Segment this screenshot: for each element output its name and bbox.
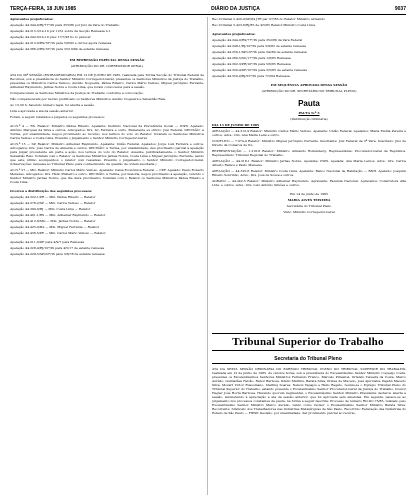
- pauta-item-1: CONFLITO — 7.074-4 Relator: Ministro Miguel Jerônymo Ferrante. Suscitante: Juiz Federal da 3ª Vara. Suscitado: Juiz de Direito da Comarca de Itu.: [212, 139, 406, 147]
- pauta-item-4: APELAÇÃO — 44.325-6 Relator: Ministro Costa Lima. Apelante: Banco Nacional de Habitação — BNH. Apelado: Joaquim Ribeiro Sobrinho. Advs.: Drs. José de Souza e outros.: [212, 169, 406, 177]
- lines-a-3: Apelação 44.242-0/14-10 prev 17/7/28 ho lo parecer: [10, 35, 91, 39]
- right-column: [212, 17, 406, 216]
- header-date: TERÇA-FEIRA, 18 JUN 1985: [10, 6, 77, 12]
- ata-intro: ATA DA 39ª SESSÃO (EXTRAORDINÁRIA) EM 12 DE JUNHO DE 1985, realizada pela Turma Secção do Tribunal Federal de Recursos, sob a presidência do Senhor Ministro Corregedor-Geral, presentes os Senhores Ministros da Justiça do Trabalho, presentes os Ministros Carlos Velloso, Aurélio Nogueira, Pádua Ribeiro, Carlos Mário Velloso, Miguel Jerônymo Ferrante, Adhemar Raymundo, Jarbas Nobre e Costa Lima, que foram convocados para a sessão.: [10, 73, 204, 89]
- pauta-item-5: AGRAVO — 44.342-5 Relator: Ministro Adhemar Raymundo. Agravante: Fazenda Nacional. Agravados: Construtora Alfa Ltda. e outros. Advs.: Drs. Luiz Antônio Simões e outros.: [212, 179, 406, 187]
- lines-a-0: Agravantes prejudicados:: [10, 17, 54, 21]
- right-notice-line-0: EM SEQUÊNCIA APROVADA DESSA SESSÃO: [270, 83, 348, 87]
- ata-body-2: Ao 13,30 h, havendo número legal, foi aberta a sessão.: [10, 103, 95, 107]
- lines-a-1: Apelação 44.344-0/RJ/77*/IX para 355/86 por Juiz da Vara do Trabalho: [10, 23, 120, 27]
- pauta-date: DIA 13 DE JUNHO DE 1985: [212, 123, 260, 127]
- header-publication: DIÁRIO DA JUSTIÇA: [211, 6, 260, 12]
- secretaria-heading: [212, 354, 404, 364]
- prejudicados-line-0: Apelação 44.244-0/RS/77*/IX para 352/86 da Vara Federal: [212, 38, 303, 42]
- sign-date: Em 14 de junho de 1985: [290, 192, 328, 196]
- lines-a-2: Apelação 44.215-3/14-10 por 1251 sobre da Secção Remessa n.1: [10, 29, 111, 33]
- tst-title: Tribunal Superior do Trabalho: [232, 336, 384, 348]
- tst-masthead: [212, 333, 404, 351]
- distribution-line-5: Apelação 44.425-0/BA — Min. Miguel Ferrante — Relator: [10, 225, 100, 229]
- ata-body-1: Não compareceram por motivo justificado os Senhores Ministros Aurélio Nogueira e Sebastião Reis.: [10, 97, 167, 101]
- left-column: [10, 17, 204, 258]
- prejudicados-line-2: Apelação 44.256-1/SP/10*/IX para 3/4/80 de estante remessa: [212, 50, 307, 54]
- distribution-line-1: Apelação 44.378-2/SP — Min. Carlos Velloso — Relator: [10, 201, 96, 205]
- notice-line-1: (ATRIBUIÇÃO DO DR. CORREGEDOR GERAL): [70, 64, 144, 68]
- pauta-item-3: APELAÇÃO — 44.318-1 Relator: Ministro Jarbas Nobre. Apelante: INPS. Apelada: Ana Maria Lemos. Advs.: Drs. Carlos Alberto Ramos e Paulo Menezes.: [212, 159, 406, 167]
- case-2: AC.N.º 15 — SP. Relator: Ministro Adhemar Raymundo. Apelante: União Federal. Apelados: Jorge Luiz Ferreira e outros. Advogados: Drs. José Carlos de Almeida e outros. DECISÃO: A Turma, por unanimidade, deu provimento parcial à apelação para julgar procedente em parte a ação, nos termos do voto do Relator. Ausente, justificadamente, o Senhor Ministro Sebastião Reis. Votaram com o Relator os Senhores Ministros Jarbas Nobre, Costa Lima e Miguel Jerônymo Ferrante, sendo que este último acompanhou o relator com ressalvas. Presidiu o julgamento o Senhor Ministro Corregedor-Geral. (Observações: remessa ao Tribunal Pleno para conhecimento da questão de ordem suscitada.): [10, 142, 204, 166]
- sign-visto: Visto: Ministro Corregedor-Geral: [283, 210, 335, 214]
- pauta-number: PAUTA N.º 3: [298, 111, 320, 115]
- right-notice-line-1: (ATRIBUIÇÃO DO DR. SECRETÁRIO DO TRIBUNAL PLENO): [261, 89, 357, 93]
- ata-body-4: Foram, a seguir, relatados e julgados os seguintes processos:: [10, 115, 105, 119]
- distribution-line-6: Apelação 44.436-5/PE — Min. Carlos Mário Velloso — Relator: [10, 231, 106, 235]
- header-page-number: 9037: [394, 6, 406, 12]
- footer-line-0: Apelação 44.211-0/DF para 4/9/7 para Remessa: [10, 240, 85, 244]
- distribution-line-4: Apelação 44.412-9/MG — Min. Jarbas Nobre — Relator: [10, 219, 96, 223]
- pauta-kind: (Distribuição Ordinária): [290, 117, 328, 121]
- prejudicados-title: Agravantes prejudicados:: [212, 32, 256, 36]
- pauta-title: Pauta: [298, 99, 320, 108]
- distribution-line-2: Apelação 44.390-0/RJ — Min. Costa Lima — Relator: [10, 207, 91, 211]
- top-line-0: Rec.Criminal 5.420-0/SP/84 JTR par 3/7/85 do Relator Ministro Armando: [212, 17, 325, 21]
- pauta-item-2: REPRESENTAÇÃO — 1.216-8 Relator: Ministro Armando Rollemberg. Representante: Procurador-Geral da República. Representado: Tribunal Regional do Trabalho.: [212, 149, 406, 157]
- tst-text: ATA DA SEXTA SESSÃO ORDINÁRIA DO EGRÉGIO TRIBUNAL PLENO DO TRIBUNAL SUPERIOR DO TRABALHO, realizada em 12 de junho de 1985. Às catorze horas, sob a presidência do Excelentíssimo Senhor Ministro Coqueijo Costa, presentes os Excelentíssimos Senhores Ministros Fernando Franco, Marcelo Pimentel, Orlando Teixeira da Costa, Marco Aurélio, Guimarães Falcão, Ranor Barbosa, Ildélio Martins, Barata Silva, Prates de Macedo, José Ajuricaba, Pajehú Macedo Silva, Mozart Victor Russomano, Starling Soares, Nelson Tapajós e Hélio Regato, reuniu-se o Egrégio Tribunal Pleno do Tribunal Superior do Trabalho, estando presente o Excelentíssimo Senhor Procurador-Geral da Justiça do Trabalho, Doutor Hegler José Horta Barbosa. Havendo quorum regimental, o Excelentíssimo Senhor Ministro Presidente declarou aberta a sessão, submetendo à apreciação a ata da sessão anterior, que foi aprovada sem emendas. Em seguida, passou-se ao julgamento dos processos constantes da pauta, na forma a seguir descrita: Processo de número RO-DC-75/85, relatado pelo Excelentíssimo Senhor Ministro Marco Aurélio, tendo como revisor o Excelentíssimo Senhor Ministro Barata Silva. Recorrente: Sindicato dos Trabalhadores nas Indústrias Metalúrgicas de São Paulo. Recorrido: Federação das Indústrias do Estado de São Paulo — FIESP. Decisão: por unanimidade, dar provimento parcial ao recurso.: [212, 367, 406, 415]
- prejudicados-line-4: Apelação 44.302-3/PR/10*/IX para 5/6/85 Remessa: [212, 62, 291, 66]
- footer-line-1: Apelação 44.228-4/RJ/10*/IX para 4/5/17 de estante remessa: [10, 246, 105, 250]
- lines-a-5: Apelação 44.386-2/RS/10*/IS para 25/19/84 de estante remessa: [10, 47, 109, 51]
- pauta-item-0: APELAÇÃO — 44.312-9 Relator: Ministro Carlos Mário Velloso. Apelante: União Federal. Apelados: Maria Emília Pereira e outros. Advs.: Drs. Ana Maria Leite e outro.: [212, 129, 406, 137]
- ata-body-3: Lida e aprovada a ata da sessão anterior.: [10, 109, 74, 113]
- case-1: AC.N.º 4 — RS. Relator: Ministro Pádua Ribeiro. Apelante: Instituto Nacional da Previdência Social — INPS. Apelado: Antônio Marques da Silva e outros. Advogados: Drs. Ivo Ferreira e outro. Remetente ex officio: Juiz Federal. DECISÃO: A Turma, por unanimidade, negou provimento ao recurso, nos termos do voto do Relator. Votaram os Senhores Ministros Carlos Velloso e Costa Lima. Presidiu o julgamento o Senhor Ministro Corregedor-Geral.: [10, 124, 204, 140]
- top-line-1: Rec.Criminal 5.423-6/RJ/85 de 4/5/85 Relator Ministro Costa Lima: [212, 23, 315, 27]
- tst-body: [212, 367, 406, 495]
- prejudicados-line-5: Apelação 44.320-4/DF/10*/IS para 2/5/85 de estante remessa: [212, 68, 308, 72]
- secretaria-title: Secretaria do Tribunal Pleno: [274, 355, 342, 362]
- distribution-title: Ocorreu a distribuição dos seguintes processos:: [10, 189, 93, 193]
- ata-body-0: Compareceram os Senhores Ministros da Justiça do Trabalho conforme a convocação.: [10, 91, 144, 95]
- case-3: AC.N.º 27 — MG. Relator: Ministro Carlos Mário Velloso. Apelante: Caixa Econômica Federal — CEF. Apelado: Paulo Roberto Menezes. Advogados: Drs. Hélio Pinheiro e outro. DECISÃO: A Turma, por maioria, negou provimento à apelação, vencido o Senhor Ministro Jarbas Nobre, que lhe dava provimento. Votaram com o Relator os Senhores Ministros Pádua Ribeiro e Costa Lima.: [10, 168, 204, 184]
- page-header: [10, 4, 406, 14]
- sign-name: MARIA ALVES TEIXEIRA: [287, 198, 331, 202]
- prejudicados-line-6: Apelação 44.350-0/RJ/55*/IS para 7/5/84 Remessa: [212, 74, 290, 78]
- prejudicados-line-1: Apelação 44.248-1/RJ/10*/IS para 2/9/82 de estante remessa: [212, 44, 307, 48]
- distribution-line-3: Apelação 44.401-1/RS — Min. Adhemar Raymundo — Relator: [10, 213, 106, 217]
- notice-line-0: EM REPRESSÃO ESPECIAL DESSA SESSÃO: [69, 58, 145, 62]
- prejudicados-line-3: Apelação 44.280-5/SC/17*/IX para 1/6/85 Remessa: [212, 56, 291, 60]
- header-rule: [10, 14, 406, 15]
- lines-a-4: Apelação 44.313-0/RS/70*/IS para 5/8/93 e outros agora remessa: [10, 41, 112, 45]
- column-divider: [207, 17, 208, 495]
- sign-role: Secretária do Tribunal Pleno: [286, 204, 332, 208]
- distribution-line-0: Apelação 44.322-1/PR — Min. Pádua Ribeiro — Relator: [10, 195, 96, 199]
- footer-line-2: Apelação 44.229-5/SP/22*/IS para 3/8/78 de estante remessa: [10, 252, 105, 256]
